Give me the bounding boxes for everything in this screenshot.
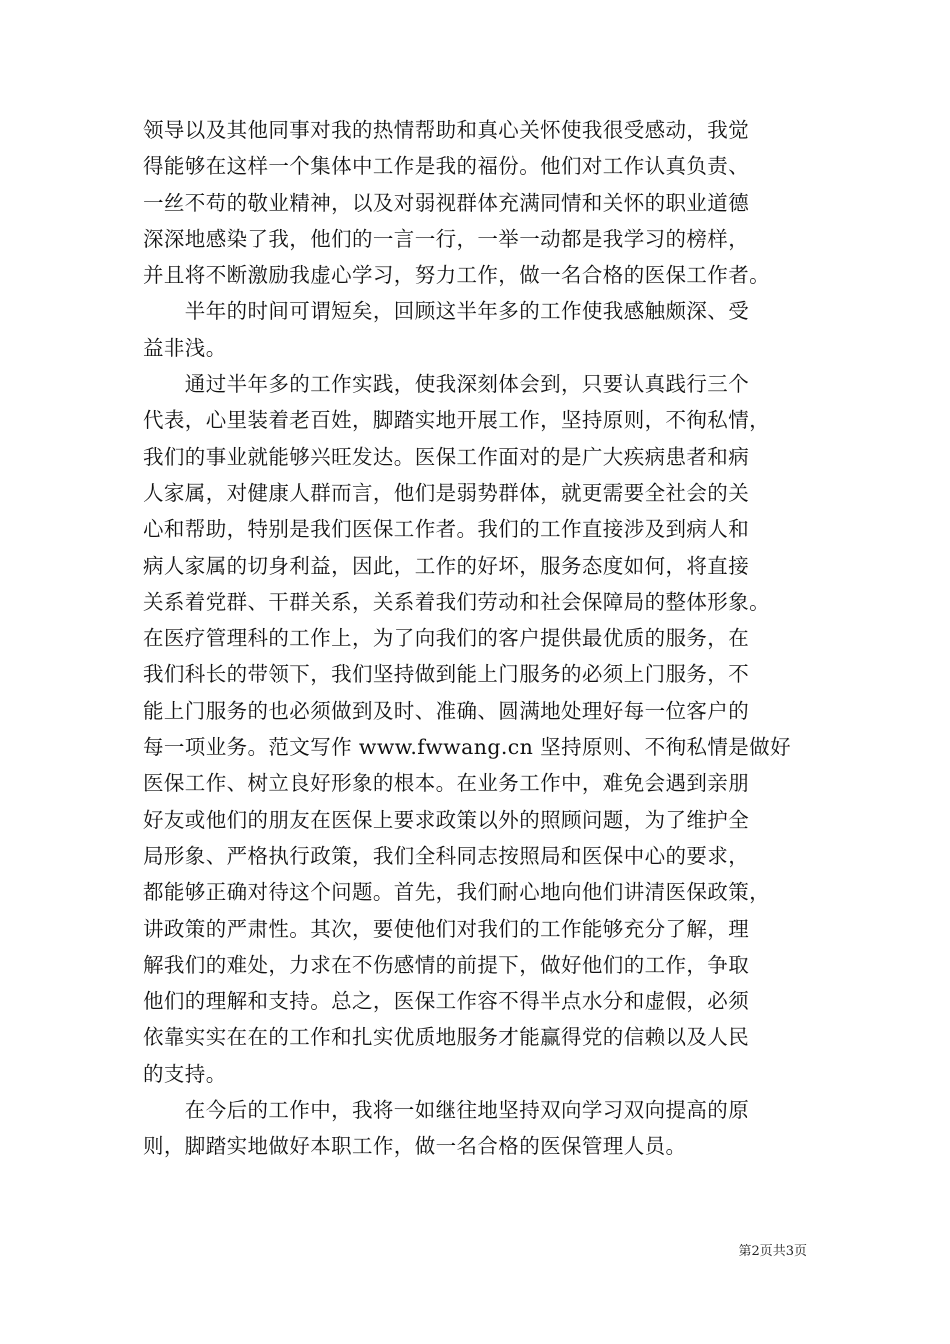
- text-line: 在医疗管理科的工作上，为了向我们的客户提供最优质的服务，在: [143, 626, 750, 651]
- text-line: 关系着党群、干群关系，关系着我们劳动和社会保障局的整体形象。: [143, 589, 770, 614]
- text-line: 医保工作、树立良好形象的根本。在业务工作中，难免会遇到亲朋: [143, 771, 750, 796]
- text-line: 依靠实实在在的工作和扎实优质地服务才能赢得党的信赖以及人民: [143, 1025, 750, 1050]
- text-line: 每一项业务。范文写作 www.fwwang.cn 坚持原则、不徇私情是做好: [143, 735, 791, 760]
- text-line: 并且将不断激励我虚心学习，努力工作，做一名合格的医保工作者。: [143, 263, 770, 288]
- text-line: 讲政策的严肃性。其次，要使他们对我们的工作能够充分了解，理: [143, 916, 750, 941]
- text-line: 局形象、严格执行政策，我们全科同志按照局和医保中心的要求，: [143, 843, 750, 868]
- page-number-footer: 第2页共3页: [738, 1244, 807, 1259]
- text-line: 好友或他们的朋友在医保上要求政策以外的照顾问题，为了维护全: [143, 807, 750, 832]
- text-line: 深深地感染了我，他们的一言一行，一举一动都是我学习的榜样，: [143, 226, 750, 251]
- text-line: 益非浅。: [143, 335, 227, 360]
- text-line: 通过半年多的工作实践，使我深刻体会到，只要认真践行三个: [143, 372, 750, 397]
- document-body: [143, 112, 823, 1165]
- text-line: 他们的理解和支持。总之，医保工作容不得半点水分和虚假，必须: [143, 989, 750, 1014]
- text-line: 解我们的难处，力求在不伤感情的前提下，做好他们的工作，争取: [143, 952, 750, 977]
- text-line: 领导以及其他同事对我的热情帮助和真心关怀使我很受感动，我觉: [143, 118, 750, 142]
- text-line: 都能够正确对待这个问题。首先，我们耐心地向他们讲清医保政策，: [143, 880, 770, 905]
- text-line: 的支持。: [143, 1061, 227, 1086]
- text-line: 我们科长的带领下，我们坚持做到能上门服务的必须上门服务，不: [143, 662, 750, 687]
- text-line: 在今后的工作中，我将一如继往地坚持双向学习双向提高的原: [143, 1098, 750, 1123]
- text-line: 代表，心里装着老百姓，脚踏实地开展工作，坚持原则，不徇私情，: [143, 408, 770, 433]
- text-line: 一丝不苟的敬业精神，以及对弱视群体充满同情和关怀的职业道德: [143, 190, 750, 215]
- text-line: 得能够在这样一个集体中工作是我的福份。他们对工作认真负责、: [143, 154, 750, 179]
- text-line: 半年的时间可谓短矣，回顾这半年多的工作使我感触颇深、受: [143, 299, 750, 324]
- text-line: 能上门服务的也必须做到及时、准确、圆满地处理好每一位客户的: [143, 698, 750, 723]
- text-line: 人家属，对健康人群而言，他们是弱势群体，就更需要全社会的关: [143, 480, 750, 505]
- text-line: 心和帮助，特别是我们医保工作者。我们的工作直接涉及到病人和: [143, 517, 750, 542]
- text-line: 我们的事业就能够兴旺发达。医保工作面对的是广大疾病患者和病: [143, 444, 750, 469]
- text-line: 病人家属的切身利益，因此，工作的好坏，服务态度如何，将直接: [143, 553, 750, 578]
- text-line: 则，脚踏实地做好本职工作，做一名合格的医保管理人员。: [143, 1134, 687, 1159]
